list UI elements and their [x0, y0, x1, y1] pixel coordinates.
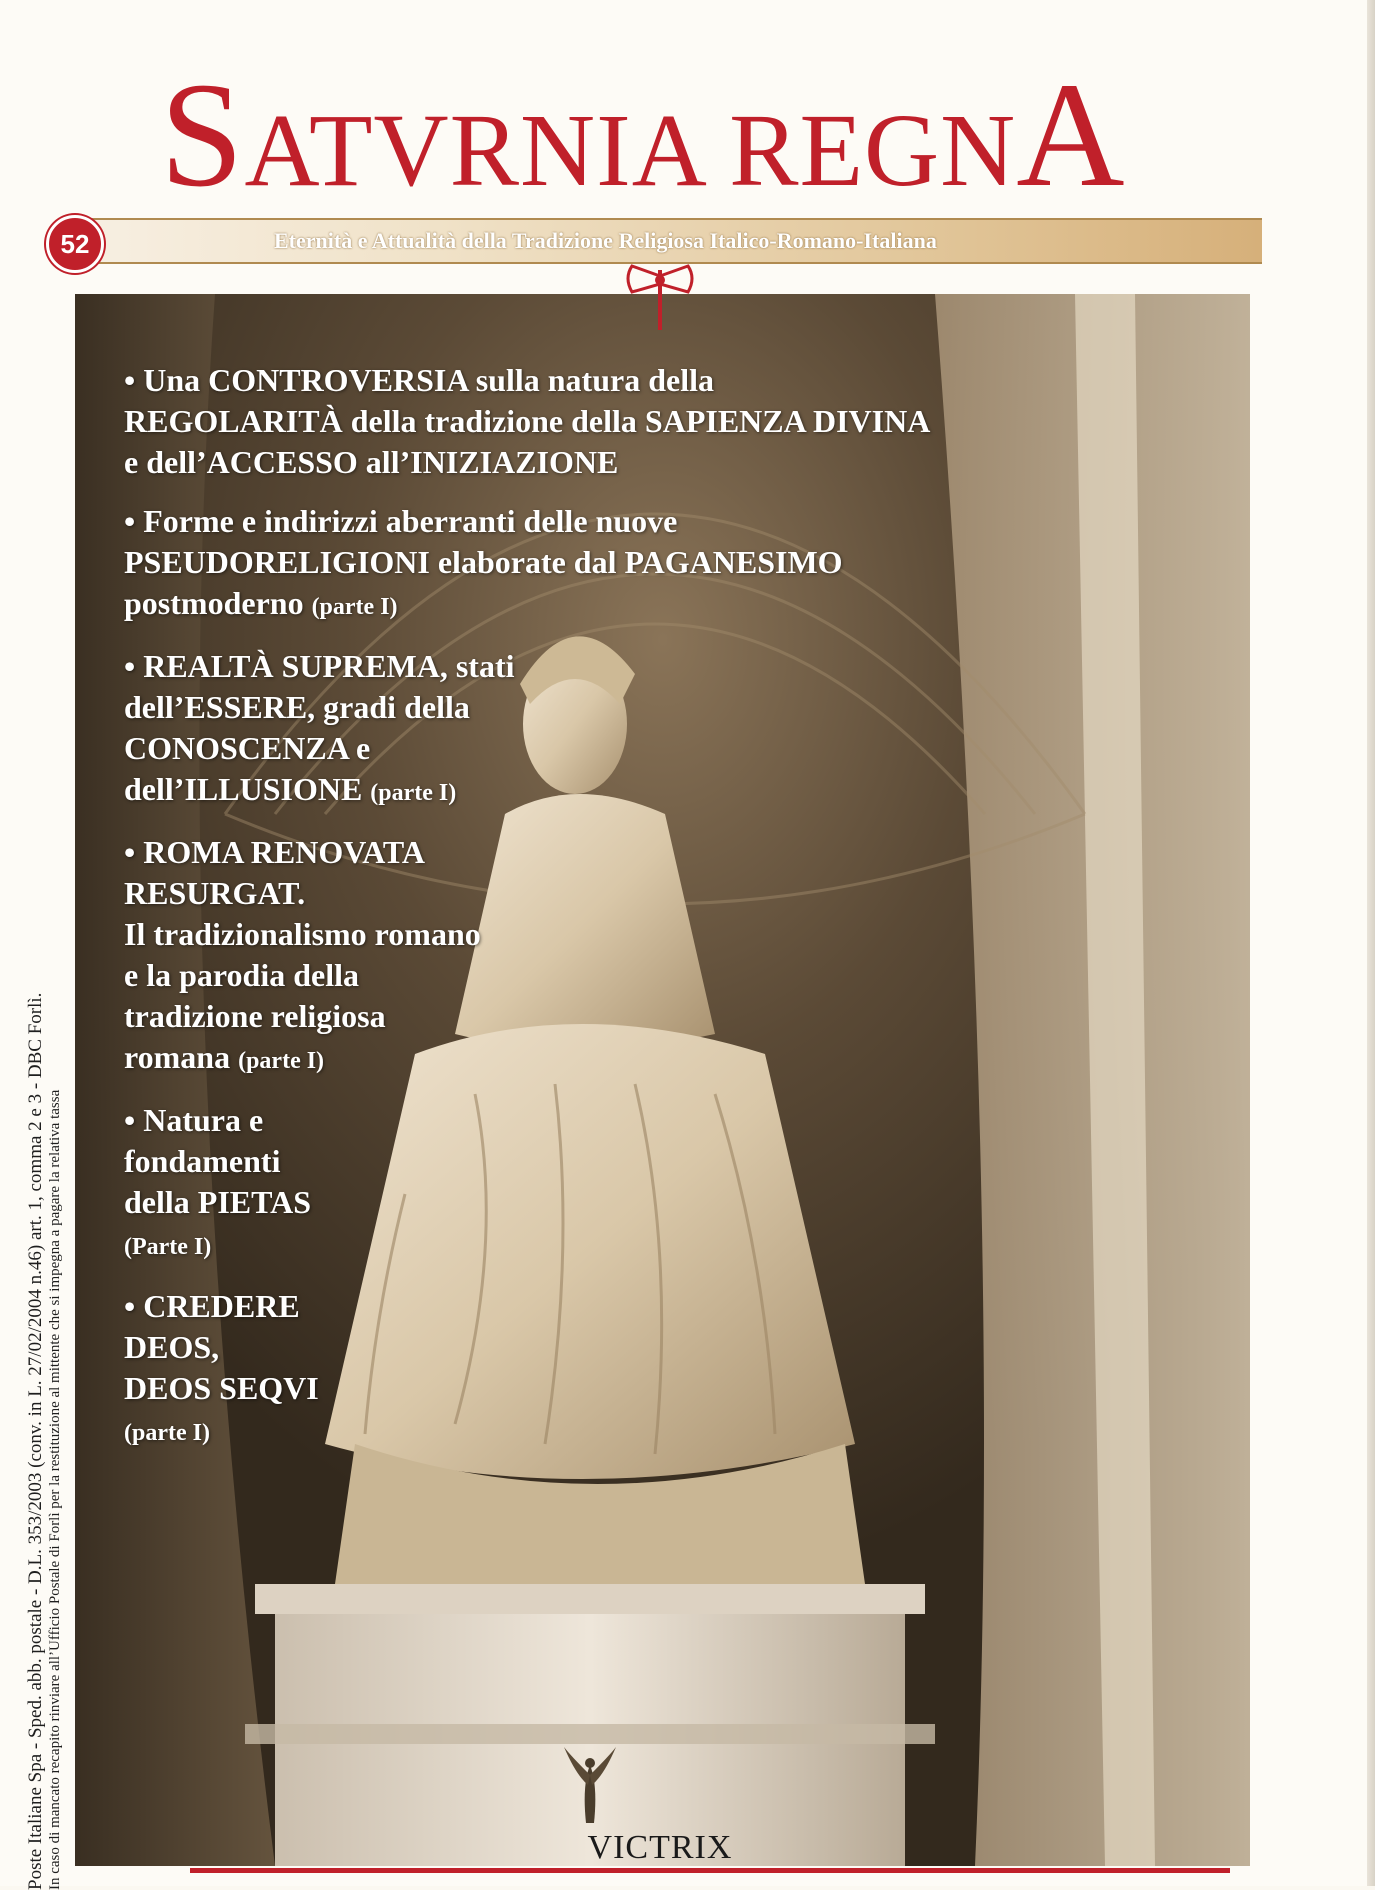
fasces-emblem-icon — [620, 262, 700, 332]
headline-line: REGOLARITÀ della tradizione della SAPIENZA DIVINA — [124, 403, 931, 439]
headline-line — [124, 1223, 1084, 1268]
headline-line — [124, 769, 1084, 814]
publisher-block — [540, 1745, 780, 1865]
postal-spine-text — [26, 740, 66, 1890]
spine-line-2: In caso di mancato recapito rinviare all’Ufficio Postale di Forlì per la restituzione al mittente che si impegna a pagare la relativa tassa — [47, 1089, 63, 1890]
spine-line-1: Poste Italiane Spa - Sped. abb. postale - D.L. 353/2003 (conv. in L. 27/02/2004 n.46) art. 1, comma 2 e 3 - DBC Forlì. — [25, 992, 46, 1890]
headline-line: • ROMA RENOVATA — [124, 834, 425, 870]
headline-line: • Una CONTROVERSIA sulla natura della — [124, 362, 714, 398]
headline-part-note: (parte I) — [311, 594, 398, 620]
headline-line: dell’ESSERE, gradi della — [124, 689, 470, 725]
headline-line: Il tradizionalismo romano — [124, 916, 481, 952]
winged-victory-icon — [560, 1745, 620, 1825]
headline-text: dell’ILLUSIONE — [124, 771, 363, 807]
headline-part-note: (parte I) — [124, 1420, 210, 1446]
issue-number-badge: 52 — [46, 215, 104, 273]
headline-item — [124, 1100, 1084, 1268]
headline-line: • Forme e indirizzi aberranti delle nuove — [124, 503, 678, 539]
subtitle: Eternità e Attualità della Tradizione Religiosa Italico-Romano-Italiana — [274, 228, 937, 253]
title-middle: ATVRNIA REGN — [244, 93, 1017, 208]
headline-line — [124, 1409, 1084, 1454]
headline-line: CONOSCENZA e — [124, 730, 371, 766]
publisher-name: VICTRIX — [587, 1829, 733, 1866]
headline-line: tradizione religiosa — [124, 998, 386, 1034]
headline-line: fondamenti — [124, 1143, 281, 1179]
page-edge — [1367, 0, 1375, 1886]
headline-item — [124, 360, 1084, 483]
headline-line: DEOS, — [124, 1329, 220, 1365]
headline-part-note: (parte I) — [370, 780, 457, 806]
headline-item — [124, 501, 1084, 628]
headline-part-note: (parte I) — [238, 1048, 325, 1074]
headline-line: PSEUDORELIGIONI elaborate dal PAGANESIMO — [124, 544, 843, 580]
headline-item — [124, 1286, 1084, 1454]
bottom-rule — [190, 1868, 1230, 1873]
headline-item — [124, 832, 1084, 1082]
headline-line — [124, 1037, 1084, 1082]
headline-line: e la parodia della — [124, 957, 359, 993]
headline-line: DEOS SEQVI — [124, 1370, 319, 1406]
headline-line: • CREDERE — [124, 1288, 300, 1324]
headline-line — [124, 583, 1084, 628]
masthead-title — [160, 52, 1220, 218]
headline-line: RESURGAT. — [124, 875, 306, 911]
title-final: A — [1016, 52, 1126, 218]
headline-line: e dell’ACCESSO all’INIZIAZIONE — [124, 444, 619, 480]
title-initial: S — [160, 52, 245, 218]
headline-line: • Natura e — [124, 1102, 264, 1138]
headline-item — [124, 646, 1084, 814]
headline-part-note: (Parte I) — [124, 1234, 212, 1260]
cover-headlines — [124, 360, 1084, 1454]
headline-text: romana — [124, 1039, 231, 1075]
headline-line: • REALTÀ SUPREMA, stati — [124, 648, 515, 684]
headline-text: postmoderno — [124, 585, 304, 621]
subtitle-band — [84, 218, 1262, 264]
headline-line: della PIETAS — [124, 1184, 311, 1220]
